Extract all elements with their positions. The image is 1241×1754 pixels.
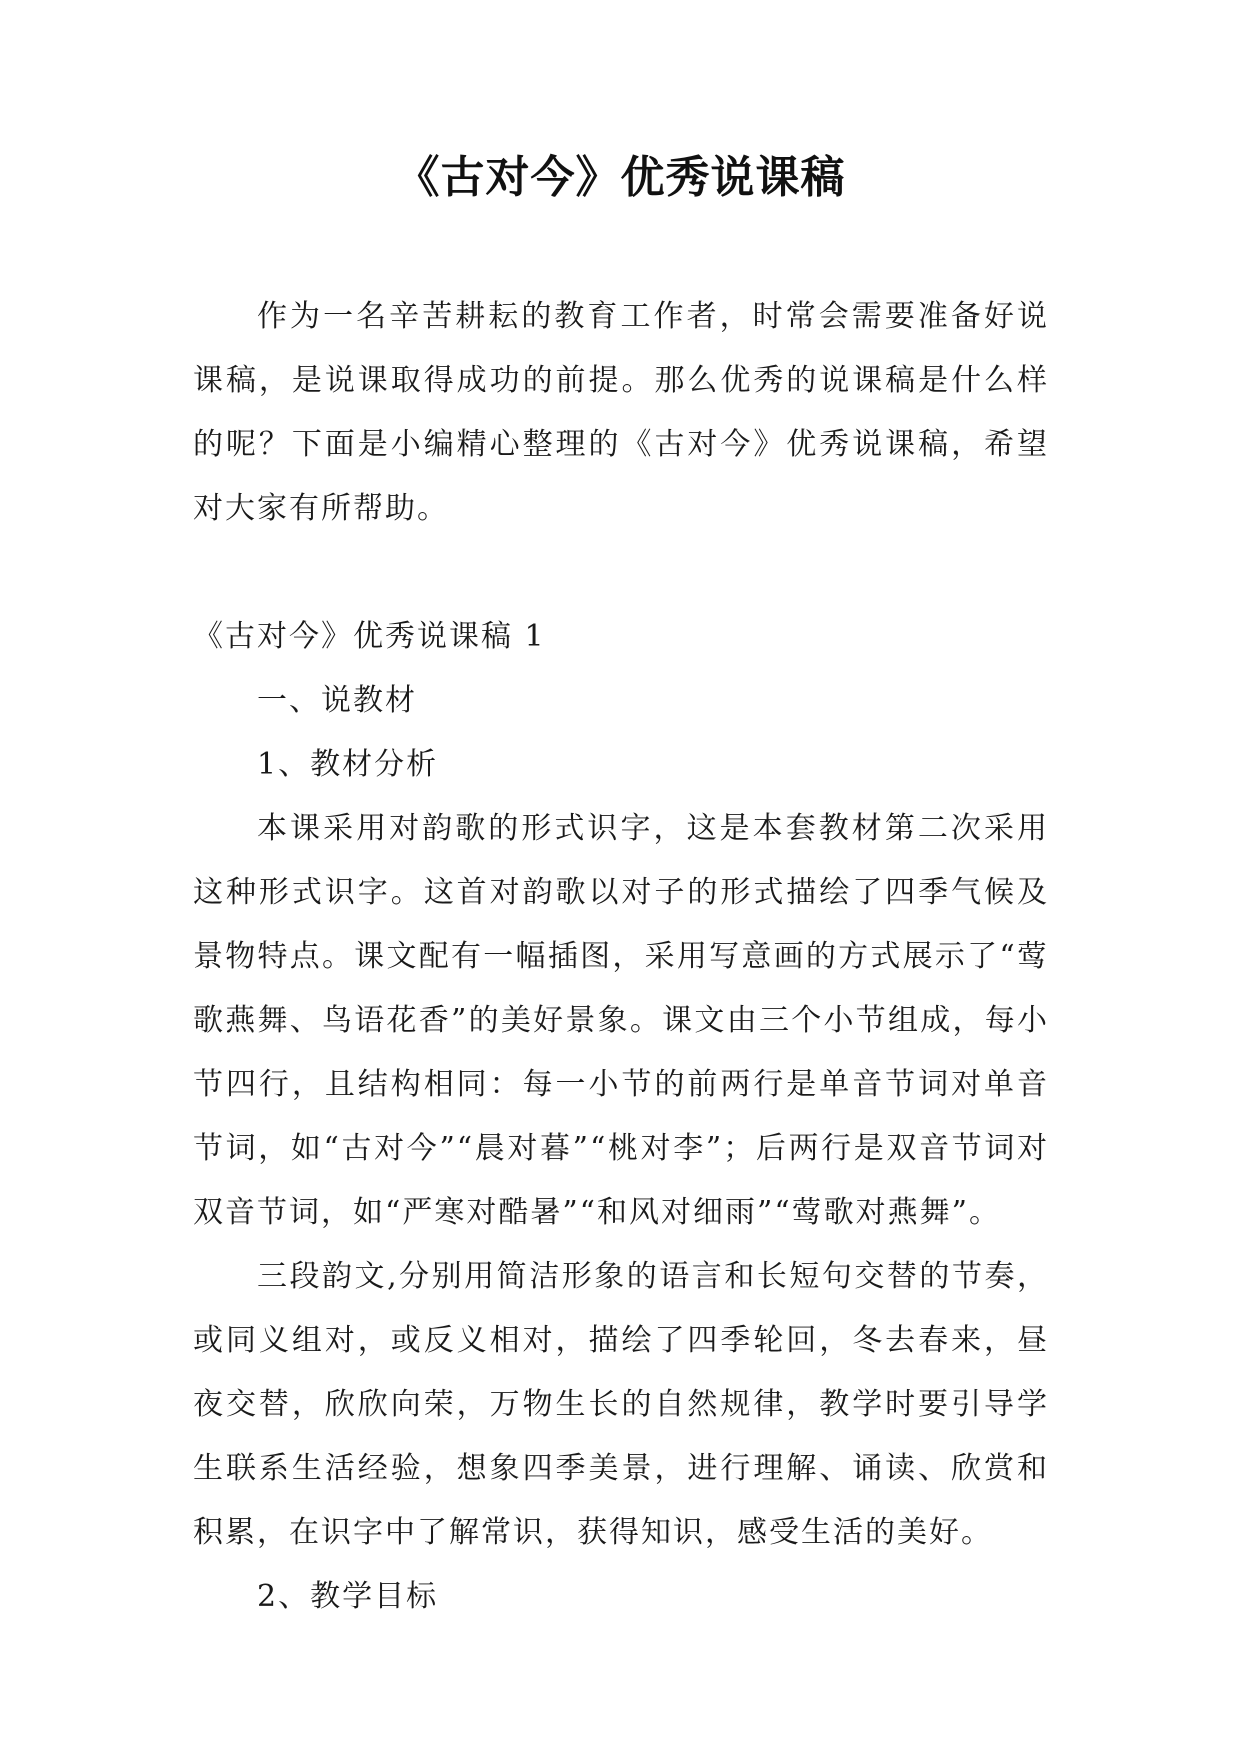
document-body — [193, 285, 1049, 1629]
document-title: 《古对今》优秀说课稿 — [395, 152, 846, 203]
analysis-paragraph-2: 三段韵文,分别用简洁形象的语言和长短句交替的节奏，或同义组对，或反义相对，描绘了四季轮回，冬去春来，昼夜交替，欣欣向荣，万物生长的自然规律，教学时要引导学生联系生活经验，想象四季美景，进行理解、诵读、欣赏和积累，在识字中了解常识，获得知识，感受生活的美好。 — [193, 1259, 1049, 1550]
intro-paragraph: 作为一名辛苦耕耘的教育工作者，时常会需要准备好说课稿，是说课取得成功的前提。那么优秀的说课稿是什么样的呢？下面是小编精心整理的《古对今》优秀说课稿，希望对大家有所帮助。 — [193, 299, 1049, 526]
heading-teaching-material: 一、说教材 — [257, 683, 417, 718]
analysis-paragraph-1: 本课采用对韵歌的形式识字，这是本套教材第二次采用这种形式识字。这首对韵歌以对子的形式描绘了四季气候及景物特点。课文配有一幅插图，采用写意画的方式展示了“莺歌燕舞、鸟语花香”的美好景象。课文由三个小节组成，每小节四行，且结构相同：每一小节的前两行是单音节词对单音节词，如“古对今”“晨对暮”“桃对李”；后两行是双音节词对双音节词，如“严寒对酷暑”“和风对细雨”“莺歌对燕舞”。 — [193, 811, 1049, 1230]
paragraph-spacer — [193, 541, 1049, 605]
heading-teaching-goals: 2、教学目标 — [257, 1579, 439, 1614]
section-title: 《古对今》优秀说课稿 1 — [193, 619, 546, 654]
heading-material-analysis: 1、教材分析 — [257, 747, 439, 782]
